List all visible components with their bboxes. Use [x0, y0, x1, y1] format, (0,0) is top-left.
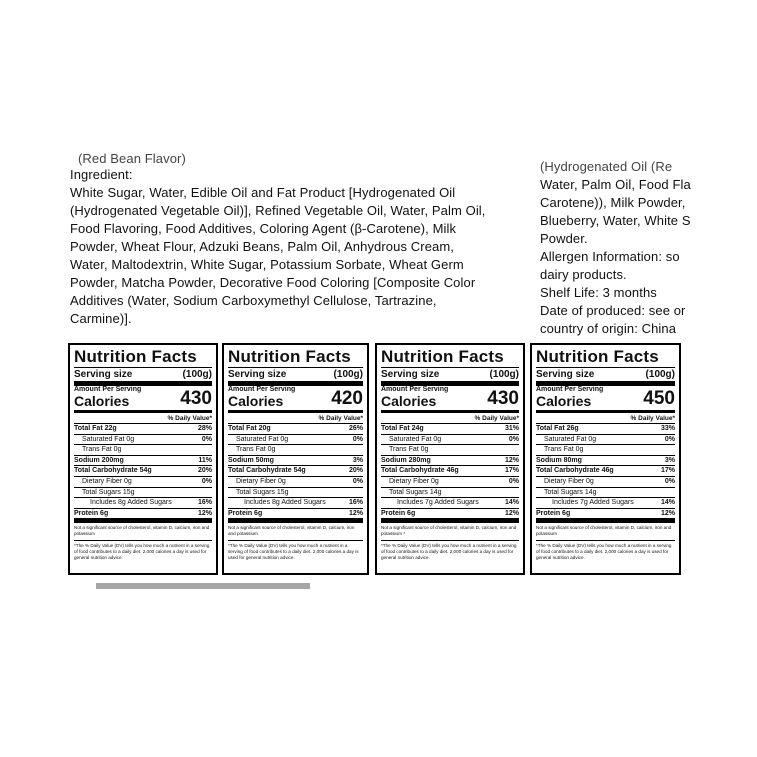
- nutrition-facts-title: Nutrition Facts: [228, 347, 351, 366]
- shelf-life: Shelf Life: 3 months: [540, 285, 657, 300]
- nutrient-row: [381, 509, 519, 524]
- ingredients-line: Carmine)].: [70, 311, 132, 326]
- ingredients-line: (Hydrogenated Vegetable Oil)], Refined Vegetable Oil, Water, Palm Oil,: [70, 203, 486, 218]
- nutrient-daily-value: 31%: [504, 425, 519, 432]
- date-of-production: Date of produced: see or: [540, 303, 686, 318]
- nutrient-name: Saturated Fat 0g: [389, 435, 442, 443]
- ingredients-line: White Sugar, Water, Edible Oil and Fat Product [Hydrogenated Oil: [70, 185, 456, 200]
- nutrient-row: [74, 477, 212, 488]
- nutrient-name: Protein 6g: [536, 509, 571, 517]
- nutrient-row: [536, 466, 675, 477]
- calories-label: Calories: [536, 393, 592, 409]
- nutrient-name: Total Sugars 14g: [544, 488, 597, 496]
- nutrient-row: [536, 488, 675, 499]
- serving-size-value: (100g): [333, 369, 363, 380]
- nutrient-name: Trans Fat 0g: [236, 446, 276, 454]
- nutrient-name: Dietary Fiber 0g: [544, 477, 594, 485]
- ingredients-line: Powder, Wheat Flour, Adzuki Beans, Palm Oil, Anhydrous Cream,: [70, 239, 454, 254]
- nutrient-name: Total Fat 24g: [381, 425, 424, 432]
- nutrient-row: [536, 445, 675, 456]
- nutrient-name: Dietary Fiber 0g: [389, 477, 439, 485]
- not-significant-note: Not a significant source of cholesterol, vitamin D, calcium, iron and potassium: [228, 523, 363, 541]
- nutrient-daily-value: 0%: [352, 477, 363, 485]
- nutrient-name: Total Sugars 15g: [236, 488, 289, 496]
- nutrient-daily-value: 0%: [352, 435, 363, 443]
- daily-value-header: % Daily Value*: [74, 413, 212, 424]
- nutrient-name: Saturated Fat 0g: [236, 435, 289, 443]
- calories-label: Calories: [381, 393, 437, 409]
- nutrient-daily-value: 17%: [504, 467, 519, 475]
- nutrient-name: Includes 7g Added Sugars: [397, 499, 479, 507]
- amount-per-serving: Amount Per Serving: [74, 386, 142, 393]
- nutrient-row: [536, 509, 675, 524]
- nutrient-row: [74, 445, 212, 456]
- country-of-origin: country of origin: China: [540, 321, 677, 336]
- nutrient-row: [536, 456, 675, 467]
- daily-value-header: % Daily Value*: [381, 413, 519, 424]
- nutrient-daily-value: 12%: [348, 509, 363, 517]
- nutrient-daily-value: 11%: [198, 456, 212, 464]
- nutrient-row: [74, 424, 212, 435]
- nutrient-row: [228, 456, 363, 467]
- nutrient-daily-value: 14%: [504, 499, 519, 507]
- nutrient-daily-value: 26%: [348, 425, 363, 432]
- nutrient-row: [228, 466, 363, 477]
- nutrient-row: [74, 456, 212, 467]
- ingredients-line: Additives (Water, Sodium Carboxymethyl Cellulose, Tartrazine,: [70, 293, 437, 308]
- nutrient-row: [381, 488, 519, 499]
- nutrient-name: Total Fat 26g: [536, 425, 579, 432]
- nutrient-row: [228, 445, 363, 456]
- nutrient-name: Total Sugars 14g: [389, 488, 442, 496]
- nutrient-daily-value: 12%: [197, 509, 212, 517]
- nutrient-row: [228, 498, 363, 509]
- nutrient-daily-value: 16%: [348, 499, 363, 507]
- amount-per-serving: Amount Per Serving: [381, 386, 449, 393]
- nutrient-name: Sodium 200mg: [74, 456, 124, 464]
- nutrient-row: [536, 424, 675, 435]
- nutrient-name: Total Carbohydrate 54g: [74, 467, 152, 475]
- serving-size-value: (100g): [489, 369, 519, 380]
- nutrient-daily-value: 33%: [660, 425, 675, 432]
- product-info-text-block: [540, 158, 757, 338]
- nutrition-facts-title: Nutrition Facts: [381, 347, 504, 366]
- serving-size-label: Serving size: [74, 369, 133, 380]
- daily-value-footnote: *The % Daily Value (DV) tells you how much a nutrient in a serving of food contributes to a daily diet. 2,000 calories a day is used for general nutrition advice.: [536, 543, 672, 561]
- nutrient-name: Total Fat 20g: [228, 425, 271, 432]
- nutrient-daily-value: 0%: [664, 435, 675, 443]
- not-significant-note: Not a significant source of cholesterol, vitamin D, calcium, iron and potassium: [74, 523, 212, 541]
- calories-row: [228, 386, 363, 413]
- daily-value-footnote: *The % Daily Value (DV) tells you how much a nutrient in a serving of food contributes to a daily diet. 2,000 calories a day is used for general nutrition advice.: [381, 543, 517, 561]
- nutrient-row: [228, 488, 363, 499]
- nutrient-row: [381, 498, 519, 509]
- not-significant-note: Not a significant source of cholesterol, vitamin D, calcium, iron and potassium *: [381, 523, 519, 541]
- nutrition-facts-panel: [68, 343, 218, 575]
- nutrition-facts-title: Nutrition Facts: [536, 347, 659, 366]
- nutrient-daily-value: 28%: [197, 425, 212, 432]
- info-line: Blueberry, Water, White S: [540, 213, 691, 228]
- calories-value: 430: [487, 388, 519, 409]
- nutrient-row: [536, 435, 675, 446]
- calories-row: [536, 386, 675, 413]
- scan-artifact-bar: [96, 583, 310, 589]
- serving-size-row: [228, 367, 363, 386]
- calories-value: 420: [331, 388, 363, 409]
- nutrient-name: Dietary Fiber 0g: [82, 477, 132, 485]
- nutrient-name: Total Carbohydrate 46g: [381, 467, 459, 475]
- calories-row: [74, 386, 212, 413]
- serving-size-row: [74, 367, 212, 386]
- cut-off-line: (Red Bean Flavor): [78, 151, 186, 166]
- daily-value-footnote: *The % Daily Value (DV) tells you how much a nutrient in a serving of food contributes to a daily diet. 2,000 calories a day is used for general nutrition advice.: [74, 543, 210, 561]
- nutrition-facts-title: Nutrition Facts: [74, 347, 197, 366]
- serving-size-label: Serving size: [536, 369, 595, 380]
- nutrition-facts-panel: [530, 343, 681, 575]
- nutrient-daily-value: 20%: [197, 467, 212, 475]
- nutrient-name: Total Fat 22g: [74, 425, 117, 432]
- info-line: Carotene)), Milk Powder,: [540, 195, 686, 210]
- serving-size-value: (100g): [182, 369, 212, 380]
- nutrient-daily-value: 3%: [352, 456, 363, 464]
- nutrient-name: Total Sugars 15g: [82, 488, 135, 496]
- amount-per-serving: Amount Per Serving: [536, 386, 604, 393]
- nutrient-name: Includes 8g Added Sugars: [244, 499, 326, 507]
- nutrient-name: Dietary Fiber 0g: [236, 477, 286, 485]
- nutrient-name: Includes 8g Added Sugars: [90, 499, 172, 507]
- calories-row: [381, 386, 519, 413]
- nutrient-daily-value: 17%: [660, 467, 675, 475]
- calories-value: 450: [643, 388, 675, 409]
- nutrient-name: Total Carbohydrate 46g: [536, 467, 614, 475]
- nutrient-name: Trans Fat 0g: [389, 446, 429, 454]
- nutrient-row: [381, 477, 519, 488]
- serving-size-label: Serving size: [228, 369, 287, 380]
- nutrient-name: Saturated Fat 0g: [544, 435, 597, 443]
- calories-label: Calories: [228, 393, 284, 409]
- nutrient-daily-value: 0%: [201, 477, 212, 485]
- ingredients-line: Powder, Matcha Powder, Decorative Food Coloring [Composite Color: [70, 275, 476, 290]
- nutrient-row: [228, 477, 363, 488]
- amount-per-serving: Amount Per Serving: [228, 386, 296, 393]
- nutrient-daily-value: 12%: [504, 456, 519, 464]
- nutrient-row: [381, 466, 519, 477]
- nutrient-row: [536, 498, 675, 509]
- daily-value-header: % Daily Value*: [228, 413, 363, 424]
- nutrient-row: [381, 435, 519, 446]
- nutrient-name: Includes 7g Added Sugars: [552, 499, 634, 507]
- nutrient-row: [381, 456, 519, 467]
- nutrient-daily-value: 16%: [197, 499, 212, 507]
- nutrient-name: Sodium 280mg: [381, 456, 431, 464]
- nutrient-row: [74, 488, 212, 499]
- serving-size-label: Serving size: [381, 369, 440, 380]
- nutrient-name: Trans Fat 0g: [544, 446, 584, 454]
- nutrient-row: [228, 424, 363, 435]
- nutrient-row: [228, 435, 363, 446]
- nutrition-facts-panel: [375, 343, 525, 575]
- ingredients-line: Food Flavoring, Food Additives, Coloring Agent (β-Carotene), Milk: [70, 221, 457, 236]
- nutrient-daily-value: 0%: [664, 477, 675, 485]
- serving-size-row: [381, 367, 519, 386]
- info-line: (Hydrogenated Oil (Re: [540, 159, 673, 174]
- nutrient-row: [74, 509, 212, 524]
- nutrient-daily-value: 0%: [201, 435, 212, 443]
- serving-size-value: (100g): [645, 369, 675, 380]
- daily-value-header: % Daily Value*: [536, 413, 675, 424]
- nutrient-daily-value: 3%: [664, 456, 675, 464]
- info-line: dairy products.: [540, 267, 627, 282]
- nutrient-row: [536, 477, 675, 488]
- ingredients-text-block: [70, 150, 510, 328]
- nutrient-daily-value: 0%: [508, 477, 519, 485]
- nutrient-name: Total Carbohydrate 54g: [228, 467, 306, 475]
- nutrient-daily-value: 14%: [660, 499, 675, 507]
- nutrient-row: [381, 445, 519, 456]
- nutrient-row: [381, 424, 519, 435]
- nutrient-daily-value: 20%: [348, 467, 363, 475]
- ingredients-line: Water, Maltodextrin, White Sugar, Potassium Sorbate, Wheat Germ: [70, 257, 464, 272]
- nutrient-name: Trans Fat 0g: [82, 446, 122, 454]
- not-significant-note: Not a significant source of cholesterol, vitamin D, calcium, iron and potassium: [536, 523, 675, 541]
- allergen-info: Allergen Information: so: [540, 249, 680, 264]
- nutrition-facts-panel: [222, 343, 369, 575]
- nutrient-name: Protein 6g: [381, 509, 416, 517]
- info-line: Powder.: [540, 231, 588, 246]
- nutrient-row: [228, 509, 363, 524]
- serving-size-row: [536, 367, 675, 386]
- nutrient-row: [74, 435, 212, 446]
- info-line: Water, Palm Oil, Food Fla: [540, 177, 691, 192]
- nutrient-daily-value: 0%: [508, 435, 519, 443]
- nutrient-name: Sodium 50mg: [228, 456, 274, 464]
- nutrient-row: [74, 498, 212, 509]
- nutrient-daily-value: 12%: [660, 509, 675, 517]
- nutrient-daily-value: 12%: [504, 509, 519, 517]
- calories-label: Calories: [74, 393, 130, 409]
- nutrient-name: Protein 6g: [228, 509, 263, 517]
- nutrient-name: Protein 6g: [74, 509, 109, 517]
- nutrient-row: [74, 466, 212, 477]
- daily-value-footnote: *The % Daily Value (DV) tells you how much a nutrient in a serving of food contributes to a daily diet. 2,000 calories a day is used for general nutrition advice.: [228, 543, 359, 561]
- nutrient-name: Saturated Fat 0g: [82, 435, 135, 443]
- ingredients-heading: Ingredient:: [70, 167, 133, 182]
- calories-value: 430: [180, 388, 212, 409]
- nutrient-name: Sodium 80mg: [536, 456, 582, 464]
